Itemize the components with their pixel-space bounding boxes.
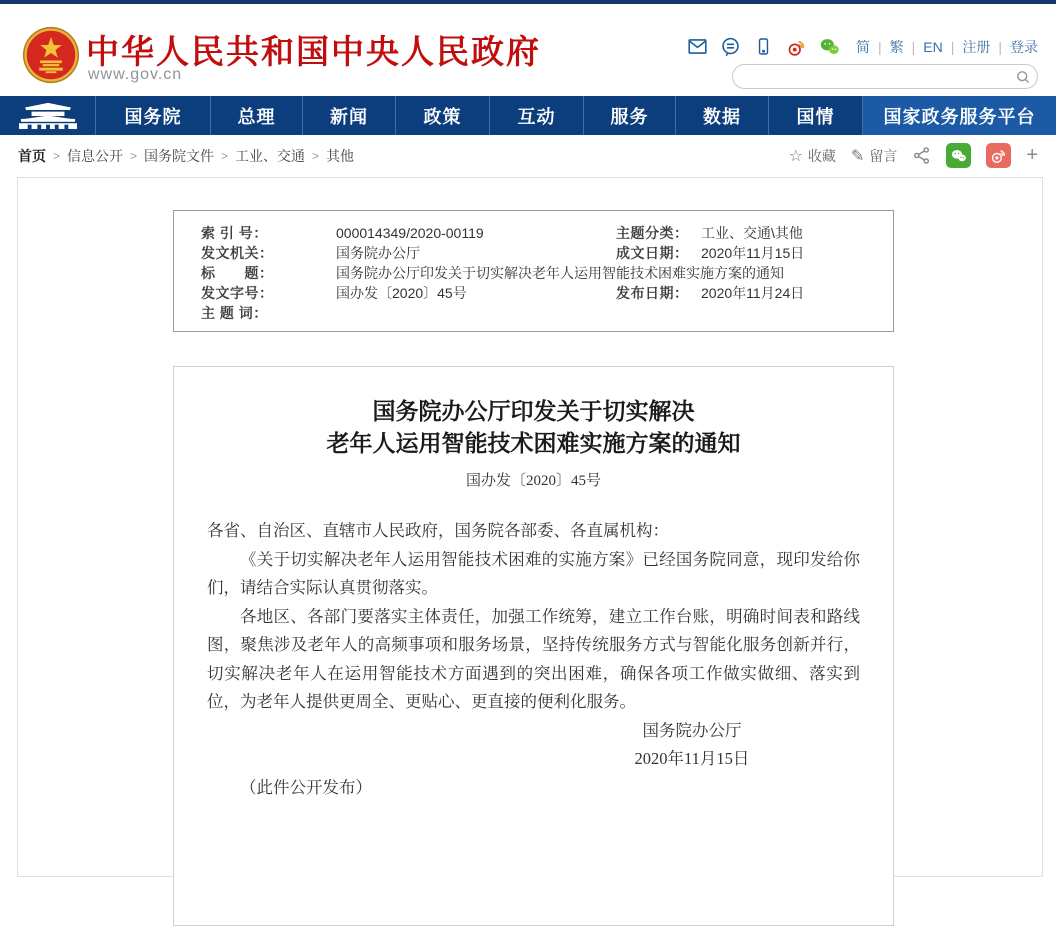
breadcrumb-separator: > [130,148,138,163]
sign-date: 2020年11月15日 [634,749,750,768]
meta-keywords-label: 主 题 词： [201,305,268,321]
lang-traditional-link[interactable]: 繁 [889,38,904,55]
favorite-button[interactable] [789,146,836,166]
document-body-box [173,366,894,926]
public-release-note: （此件公开发布） [240,777,372,797]
breadcrumb-state-council-docs[interactable]: 国务院文件 [144,147,215,164]
nav-item-premier[interactable]: 总理 [210,96,302,135]
nav-item-data[interactable]: 数据 [675,96,768,135]
national-emblem-logo[interactable] [22,26,80,84]
meta-index-value: 000014349/2020-00119 [336,225,484,241]
meta-date-published-value: 2020年11月24日 [701,285,805,301]
document-number: 国办发〔2020〕45号 [465,473,601,489]
pencil-icon: ✎ [850,147,865,165]
share-weibo-icon[interactable] [986,143,1011,168]
signature-block [577,717,807,774]
share-icon[interactable] [912,146,931,165]
breadcrumb-separator: > [53,148,61,163]
nav-item-gov-service-platform[interactable]: 国家政务服务平台 [862,96,1056,135]
nav-item-services[interactable]: 服务 [583,96,675,135]
content-panel [17,177,1043,877]
meta-index-label: 索 引 号： [201,225,268,241]
breadcrumb-separator: > [312,148,320,163]
site-url[interactable]: www.gov.cn [88,66,183,83]
mobile-icon[interactable] [753,36,774,57]
meta-keywords-value [336,303,893,323]
lang-english-link[interactable]: EN [923,38,943,55]
header-utility-row [687,36,1038,57]
weibo-icon[interactable] [786,36,807,57]
message-label: 留言 [869,147,898,164]
meta-date-written-label: 成文日期： [616,245,689,261]
document-salutation: 各省、自治区、直辖市人民政府，国务院各部委、各直属机构： [207,521,669,540]
breadcrumb-info-disclosure[interactable]: 信息公开 [67,147,124,164]
search-bar [732,64,1038,89]
meta-category-label: 主题分类： [616,225,689,241]
tiananmen-icon[interactable] [0,96,95,135]
register-link[interactable]: 注册 [962,38,991,55]
document-metadata-box [173,210,894,332]
language-auth-links [856,37,1038,57]
star-icon: ☆ [788,147,803,165]
main-nav [0,96,1056,135]
meta-doc-number-label: 发文字号： [201,285,274,301]
nav-item-news[interactable]: 新闻 [302,96,395,135]
nav-item-national-conditions[interactable]: 国情 [768,96,862,135]
mail-icon[interactable] [687,36,708,57]
nav-item-state-council[interactable]: 国务院 [95,96,210,135]
nav-item-interaction[interactable]: 互动 [489,96,583,135]
link-separator: | [877,38,882,55]
wechat-icon[interactable] [819,36,840,57]
lang-simplified-link[interactable]: 简 [855,38,870,55]
breadcrumb-separator: > [221,148,229,163]
site-title[interactable]: 中华人民共和国中央人民政府 [86,33,541,70]
nav-item-policy[interactable]: 政策 [395,96,489,135]
search-icon[interactable] [1009,64,1037,89]
signer: 国务院办公厅 [642,720,742,740]
document-title-line2: 老年人运用智能技术困难实施方案的通知 [326,431,741,456]
document-title [174,396,893,460]
meta-title-label: 标 题： [201,265,274,281]
document-paragraph-2: 各地区、各部门要落实主体责任，加强工作统筹，建立工作台账，明确时间表和路线图，聚焦涉及老年人的高频事项和服务场景，坚持传统服务方式与智能化服务创新并行，切实解决老年人在运用智能技术方面遇到的突出困难，确保各项工作做实做细、落实到位，为老年人提供更周全、更贴心、更直接的便利化服务。 [207,606,860,711]
link-separator: | [998,38,1002,55]
page-actions [789,143,1038,168]
message-button[interactable] [851,146,897,166]
login-link[interactable]: 登录 [1010,38,1038,55]
site-header [0,4,1056,96]
link-separator: | [950,38,955,55]
favorite-label: 收藏 [807,147,836,164]
search-input[interactable] [733,66,1009,87]
breadcrumb-other[interactable]: 其他 [326,147,355,164]
metadata-grid [201,223,893,323]
link-separator: | [911,38,916,55]
meta-agency-label: 发文机关： [201,245,274,261]
meta-date-written-value: 2020年11月15日 [701,245,805,261]
meta-agency-value: 国务院办公厅 [336,245,420,261]
breadcrumb [0,135,1056,176]
document-title-line1: 国务院办公厅印发关于切实解决 [372,399,695,424]
more-share-button[interactable]: + [1026,144,1038,166]
meta-title-value: 国务院办公厅印发关于切实解决老年人运用智能技术困难实施方案的通知 [336,265,784,281]
breadcrumb-industry-transport[interactable]: 工业、交通 [235,147,306,164]
document-paragraph-1: 《关于切实解决老年人运用智能技术困难的实施方案》已经国务院同意，现印发给你们，请结合实际认真贯彻落实。 [207,549,860,597]
document-text [207,517,860,717]
breadcrumb-home[interactable]: 首页 [18,147,46,164]
meta-category-value: 工业、交通\其他 [701,225,803,241]
comment-icon[interactable] [720,36,741,57]
share-wechat-icon[interactable] [946,143,971,168]
meta-date-published-label: 发布日期： [616,285,689,301]
meta-doc-number-value: 国办发〔2020〕45号 [336,285,467,301]
